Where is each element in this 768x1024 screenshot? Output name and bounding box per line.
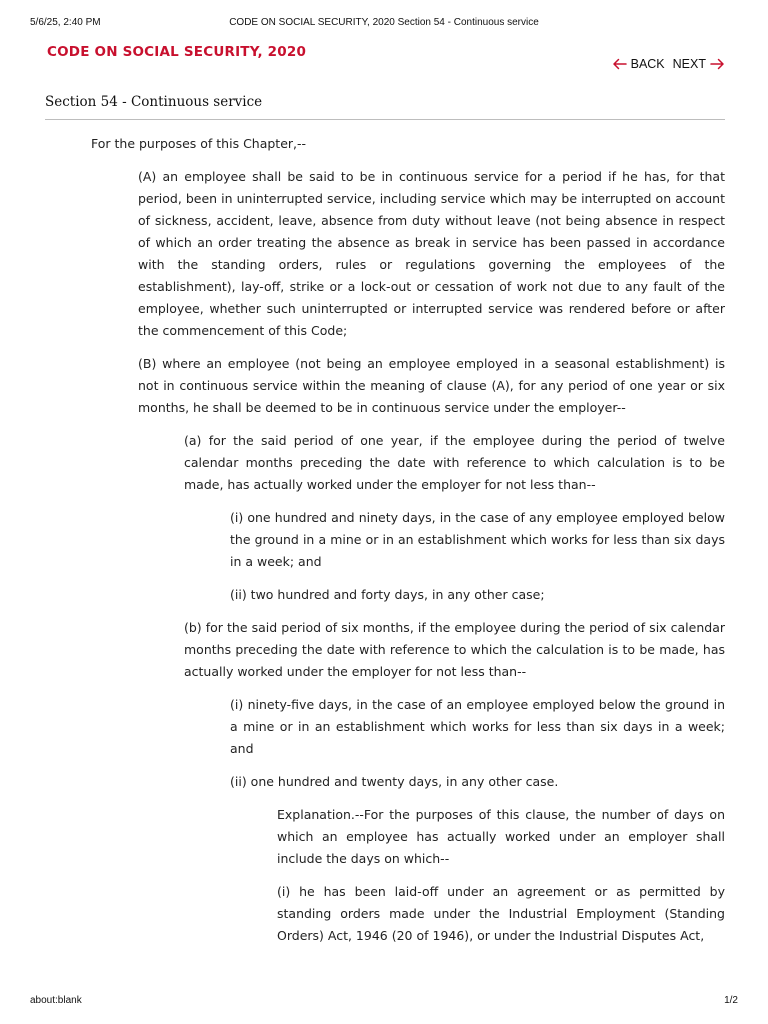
- print-header: [0, 17, 768, 31]
- next-label: NEXT: [672, 57, 706, 71]
- intro-paragraph: For the purposes of this Chapter,--: [91, 136, 307, 151]
- navigation: [612, 57, 725, 71]
- clause-b: (B) where an employee (not being an employee employed in a seasonal establishment) is not in continuous service within the meaning of clause (A), for any period of one year or six months, he shall be deemed to be in continuous service under the employer--: [138, 356, 725, 415]
- arrow-right-icon: [706, 58, 725, 70]
- print-datetime: 5/6/25, 2:40 PM: [30, 17, 101, 28]
- sub-clause-a-ii: (ii) two hundred and forty days, in any other case;: [230, 587, 545, 602]
- document-title: CODE ON SOCIAL SECURITY, 2020: [47, 44, 307, 60]
- next-button[interactable]: [673, 57, 725, 71]
- sub-clause-b: (b) for the said period of six months, if the employee during the period of six calendar months preceding the date with reference to which the calculation is to be made, has actually worked under the employer for not less than--: [184, 620, 725, 679]
- back-label: BACK: [630, 57, 665, 71]
- clause-a: (A) an employee shall be said to be in continuous service for a period if he has, for that period, been in uninterrupted service, including service which may be interrupted on account of sickness, accident, leave, absence from duty without leave (not being absence in respect of which an order treating the absence as break in service has been passed in accordance with the standing orders, rules or regulations governing the employees of the establishment), lay-off, strike or a lock-out or cessation of work not due to any fault of the employee, whether such uninterrupted or interrupted service was rendered before or after the commencement of this Code;: [138, 169, 725, 338]
- arrow-left-icon: [612, 58, 631, 70]
- section-title: Section 54 - Continuous service: [45, 94, 263, 110]
- sub-clause-b-i: (i) ninety-five days, in the case of an employee employed below the ground in a mine or in an establishment which works for less than six days in a week; and: [230, 697, 725, 756]
- explanation-paragraph: Explanation.--For the purposes of this clause, the number of days on which an employee has actually worked under an employer shall include the days on which--: [277, 807, 725, 866]
- explanation-item-i: (i) he has been laid-off under an agreement or as permitted by standing orders made under the Industrial Employment (Standing Orders) Act, 1946 (20 of 1946), or under the Industrial Disputes Act,: [277, 884, 725, 943]
- sub-clause-a: (a) for the said period of one year, if the employee during the period of twelve calendar months preceding the date with reference to which calculation is to be made, has actually worked under the employer for not less than--: [184, 433, 725, 492]
- divider: [45, 119, 725, 120]
- print-url: about:blank: [30, 995, 82, 1006]
- section-body: [0, 133, 768, 958]
- print-page-title: CODE ON SOCIAL SECURITY, 2020 Section 54 - Continuous service: [229, 17, 539, 28]
- sub-clause-a-i: (i) one hundred and ninety days, in the case of any employee employed below the ground in a mine or in an establishment which works for less than six days in a week; and: [230, 510, 725, 569]
- sub-clause-b-ii: (ii) one hundred and twenty days, in any other case.: [230, 774, 559, 789]
- back-button[interactable]: [612, 57, 665, 71]
- page-number: 1/2: [724, 995, 738, 1006]
